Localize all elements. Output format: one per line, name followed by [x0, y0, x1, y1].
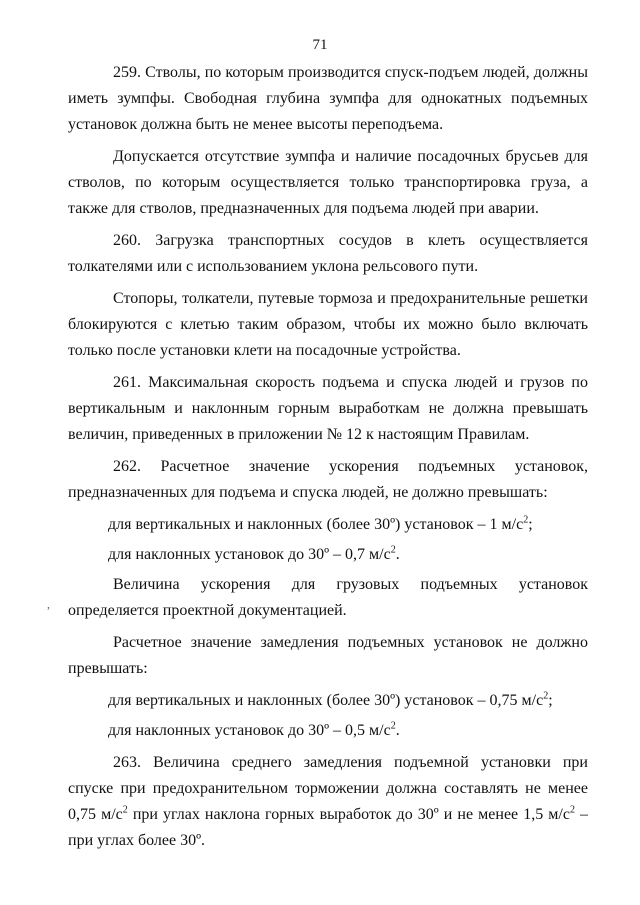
paragraph-262: 262. Расчетное значение ускорения подъемных установок, предназначенных для подъема и спуска людей, не должно превышать: — [68, 458, 588, 501]
paragraph-263: 263. Величина среднего замедления подъемной установки при спуске при предохранительном торможении должна составлять не менее 0,75 $м/с^2$ при углах наклона горных выработок до 30º и не менее 1,5 $м/с^2$ – при углах более 30º. — [68, 754, 589, 849]
document-body — [68, 60, 588, 860]
list-item-decel-inclined: для наклонных установок до 30º – 0,5 $м/с^2$. — [108, 720, 400, 739]
paragraph-260: 260. Загрузка транспортных сосудов в клеть осуществляется толкателями или с использованием уклона рельсового пути. — [68, 232, 588, 275]
list-item-decel-vertical: для вертикальных и наклонных (более 30º) установок – 0,75 $м/с^2$; — [108, 690, 553, 709]
paragraph-262-cargo: Величина ускорения для грузовых подъемных установок определяется проектной документацией. — [68, 576, 588, 619]
margin-mark: , — [47, 597, 50, 611]
list-item-accel-inclined: для наклонных установок до 30º – 0,7 $м/с^2$. — [108, 544, 400, 563]
paragraph-261: 261. Максимальная скорость подъема и спуска людей и грузов по вертикальным и наклонным горным выработкам не должна превышать величин, приведенных в приложении № 12 к настоящим Правилам. — [68, 374, 588, 443]
list-item-accel-vertical: для вертикальных и наклонных (более 30º) установок – 1 $м/с^2$; — [108, 514, 533, 533]
paragraph-260-cont: Стопоры, толкатели, путевые тормоза и предохранительные решетки блокируются с клетью таким образом, чтобы их можно было включать только после установки клети на посадочные устройства. — [68, 290, 588, 359]
page-number: 71 — [312, 37, 328, 53]
paragraph-259: 259. Стволы, по которым производится спуск-подъем людей, должны иметь зумпфы. Свободная глубина зумпфа для однокатных подъемных установок должна быть не менее высоты переподъема. — [68, 64, 588, 133]
paragraph-262-decel: Расчетное значение замедления подъемных установок не должно превышать: — [68, 634, 588, 677]
paragraph-259-cont: Допускается отсутствие зумпфа и наличие посадочных брусьев для стволов, по которым осуществляется только транспортировка груза, а также для стволов, предназначенных для подъема людей при аварии. — [68, 148, 588, 217]
